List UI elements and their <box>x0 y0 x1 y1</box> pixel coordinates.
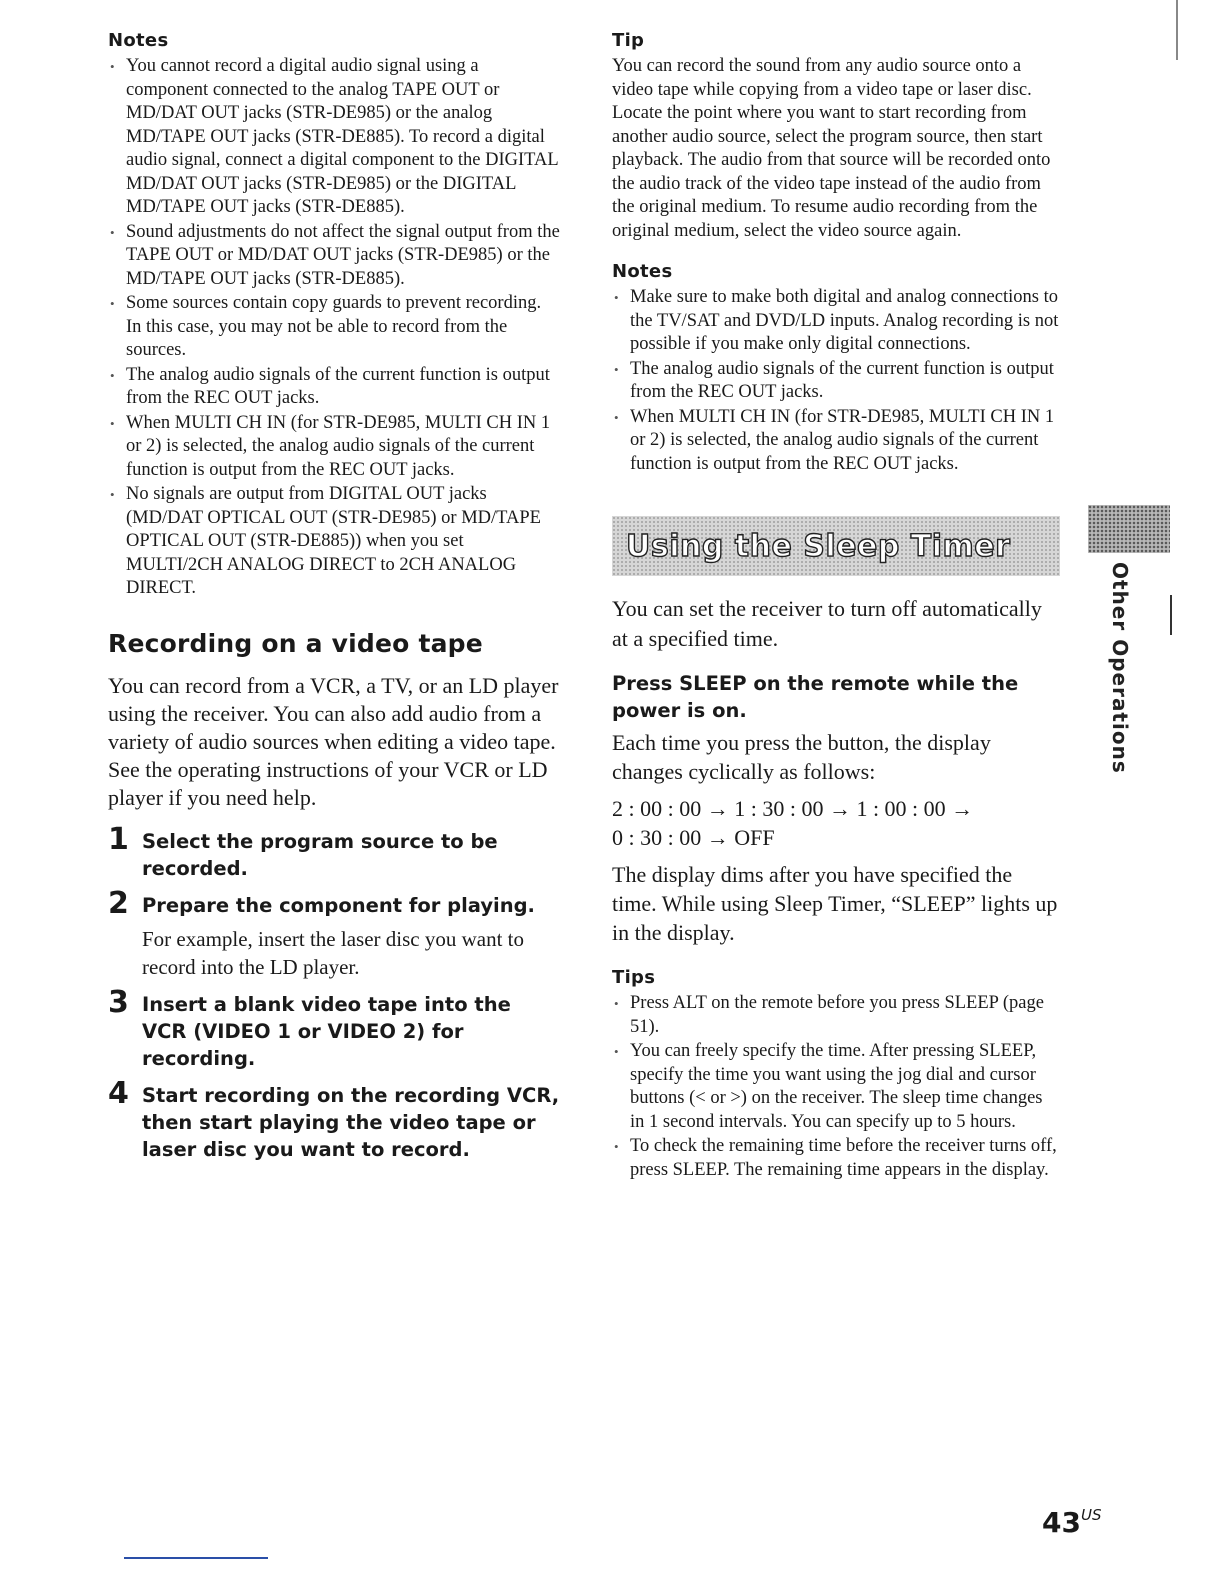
step-title: Insert a blank video tape into the VCR (VIDEO 1 or VIDEO 2) for recording. <box>142 992 511 1070</box>
note-item: • You cannot record a digital audio signal using a component connected to the analog TAPE OUT or MD/DAT OUT jacks (STR-DE985) or the analog MD/TAPE OUT jacks (STR-DE885). To record a digital audio signal, connect a digital component to the DIGITAL MD/DAT OUT jacks (STR-DE985) or the DIGITAL MD/TAPE OUT jacks (STR-DE885). <box>108 55 560 220</box>
banner-title: Using the Sleep Timer <box>626 528 1011 564</box>
step-2 <box>108 885 560 981</box>
sleep-sequence-line2: 0 : 30 : 00 → OFF <box>612 825 775 850</box>
note-item: • No signals are output from DIGITAL OUT jacks (MD/DAT OPTICAL OUT (STR-DE985) or MD/TAPE OPTICAL OUT (STR-DE885)) when you set MULTI/2CH ANALOG DIRECT to 2CH ANALOG DIRECT. <box>108 483 560 601</box>
note-item: • Make sure to make both digital and analog connections to the TV/SAT and DVD/LD inputs. Analog recording is not possible if you make only digital connections. <box>612 286 1060 357</box>
left-notes-list <box>108 55 560 601</box>
tip-item: • To check the remaining time before the receiver turns off, press SLEEP. The remaining time appears in the display. <box>612 1135 1060 1182</box>
recording-intro: You can record from a VCR, a TV, or an LD player using the receiver. You can also add audio from a variety of audio sources when editing a video tape. See the operating instructions of your VCR or LD player if you need help. <box>108 672 559 810</box>
bottom-rule <box>124 1557 268 1559</box>
page-number-value: 43 <box>1042 1506 1081 1539</box>
right-column <box>612 30 1060 1183</box>
sleep-intro: You can set the receiver to turn off automatically at a specified time. <box>612 596 1042 651</box>
note-item: • The analog audio signals of the current function is output from the REC OUT jacks. <box>108 364 560 411</box>
notes-heading: Notes <box>612 261 673 282</box>
tips-heading: Tips <box>612 967 656 988</box>
step-number: 1 <box>108 821 129 857</box>
tip-item: • You can freely specify the time. After pressing SLEEP, specify the time you want using the jog dial and cursor buttons (< or >) on the receiver. The sleep time changes in 1 second intervals. You can specify up to 5 hours. <box>612 1040 1060 1134</box>
sleep-sequence-line1: 2 : 00 : 00 → 1 : 30 : 00 → 1 : 00 : 00 → <box>612 796 974 821</box>
section-tab-marker <box>1088 505 1170 553</box>
side-rule <box>1170 595 1172 635</box>
step-body: For example, insert the laser disc you want to record into the LD player. <box>142 926 524 979</box>
left-column <box>108 30 560 1173</box>
note-item: • When MULTI CH IN (for STR-DE985, MULTI CH IN 1 or 2) is selected, the analog audio signals of the current function is output from the REC OUT jacks. <box>108 412 560 483</box>
note-item: • When MULTI CH IN (for STR-DE985, MULTI CH IN 1 or 2) is selected, the analog audio signals of the current function is output from the REC OUT jacks. <box>612 406 1060 477</box>
step-number: 3 <box>108 984 129 1020</box>
note-item: • The analog audio signals of the current function is output from the REC OUT jacks. <box>612 358 1060 405</box>
tips-list <box>612 992 1060 1182</box>
step-title: Select the program source to be recorded. <box>142 829 498 880</box>
notes-heading: Notes <box>108 30 169 51</box>
section-title-recording: Recording on a video tape <box>108 628 483 658</box>
step-number: 4 <box>108 1075 129 1111</box>
tip-item: • Press ALT on the remote before you press SLEEP (page 51). <box>612 992 1060 1039</box>
side-rule <box>1176 0 1178 60</box>
press-sleep-heading: Press SLEEP on the remote while the power is on. <box>612 672 1019 722</box>
display-dims-para: The display dims after you have specified the time. While using Sleep Timer, “SLEEP” lights up in the display. <box>612 862 1058 945</box>
step-title: Start recording on the recording VCR, then start playing the video tape or laser disc you want to record. <box>142 1083 560 1161</box>
tip-text: You can record the sound from any audio source onto a video tape while copying from a video tape or laser disc. Locate the point where you want to start recording from another audio source, select the program source, then start playback. The audio from that source will be recorded onto the audio track of the video tape instead of the audio from the original medium. To resume audio recording from the original medium, select the video source again. <box>612 56 1051 241</box>
step-number: 2 <box>108 885 129 921</box>
page-number-suffix: US <box>1080 1506 1102 1524</box>
step-4 <box>108 1075 560 1163</box>
right-notes-list <box>612 286 1060 476</box>
step-1 <box>108 821 560 882</box>
press-sleep-body: Each time you press the button, the display changes cyclically as follows: <box>612 730 991 784</box>
step-title: Prepare the component for playing. <box>142 893 535 917</box>
page-number <box>1042 1506 1101 1539</box>
step-3 <box>108 984 560 1072</box>
note-item: • Sound adjustments do not affect the signal output from the TAPE OUT or MD/DAT OUT jacks (STR-DE985) or the MD/TAPE OUT jacks (STR-DE885). <box>108 221 560 292</box>
tip-heading: Tip <box>612 30 645 51</box>
side-section-label: Other Operations <box>1108 562 1132 774</box>
sleep-timer-banner <box>612 516 1060 576</box>
note-item: • Some sources contain copy guards to prevent recording. In this case, you may not be able to record from the sources. <box>108 292 560 363</box>
